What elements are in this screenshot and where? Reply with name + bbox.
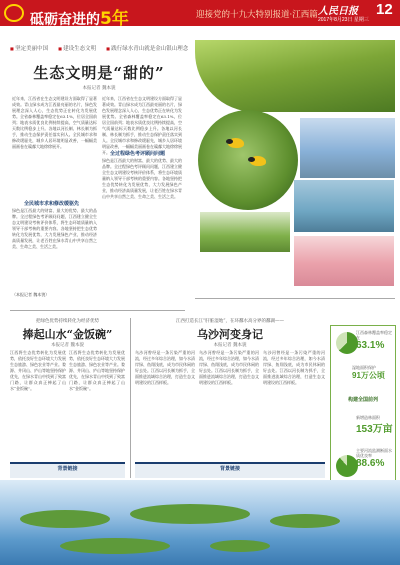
stat-value: 153万亩 (356, 424, 393, 435)
article1-subhead-1: 全民城市求和修改缓驱先 (24, 201, 80, 207)
article1-body-mid: 近年来，江西省在生态文明建设方面取得了显著成效。青山绿水成为江西最亮丽的名片，绿色发展理念深入人心，生态优势正在转化为发展优势。全省森林覆盖率稳定在63.1%，位居全国前列；地表水质优良比例持续提高，空气质量达标天数比例稳步上升。各地以河长制、林长制为抓手，推动生态保护责任落实到人。全民城市求和修改缓驱先，城乡人居环境明显改善，一幅幅美丽画卷在赣鄱大地徐徐展开。 (102, 96, 182, 155)
article1-body-left: 近年来，江西省在生态文明建设方面取得了显著成效。青山绿水成为江西最亮丽的名片，绿色发展理念深入人心，生态优势正在转化为发展优势。全省森林覆盖率稳定在63.1%，位居全国前列；地表水质优良比例持续提高，空气质量达标天数比例稳步上升。各地以河长制、林长制为抓手，推动生态保护责任落实到人。全民城市求和修改缓驱先，城乡人居环境明显改善，一幅幅美丽画卷在赣鄱大地徐徐展开。 (12, 96, 97, 149)
note-title: 背景链接 (57, 466, 78, 472)
stat-label: 湿地面积保护 (352, 365, 376, 370)
issue-date: 2017年8月23日 星期三 (318, 17, 369, 23)
tagline-item: ■ 践行绿水青山就是金山银山理念 (106, 44, 188, 52)
article3-headline: 乌沙河变身记 (197, 328, 263, 341)
stat-value: 63.1% (356, 340, 385, 351)
stat-label: 主要河流监测断面水质优良率 (356, 448, 392, 458)
article1-closing: （本报记者 魏本貌） (12, 292, 50, 297)
island-shape (210, 540, 270, 552)
main-headline: 生态文明是“甜的” (33, 64, 165, 82)
banner-title-prefix: 砥砺奋进的 (30, 12, 100, 28)
stat-afforestation (332, 415, 394, 435)
divider (195, 298, 395, 299)
tagline-item: ■ 坚定美丽中国 (10, 44, 48, 52)
island-shape (60, 538, 170, 554)
article2-byline: 本报记者 魏本貌 (51, 343, 84, 348)
lake-islands-panorama-photo (0, 480, 400, 565)
article3-body-1: 乌沙河曾经是一条污染严重的河流，经过多年综合治理，如今水清岸绿、鱼翔浅底，成为市民休闲的好去处。江西以河长制为抓手，全面推进流域综合治理，打造生态文明建设的江西样板。 (135, 350, 195, 385)
terrace-field-photo (195, 40, 395, 112)
article3-body-3: 乌沙河曾经是一条污染严重的河流，经过多年综合治理，如今水清岸绿、鱼翔浅底，成为市民休闲的好去处。江西以河长制为抓手，全面推进流域综合治理，打造生态文明建设的江西样板。 (263, 350, 325, 385)
main-byline: 本报记者 魏本貌 (82, 86, 116, 91)
stat-value: 91万公顷 (352, 371, 385, 380)
article2-headline: 捧起山水“金饭碗” (22, 328, 113, 341)
banner-title-number: 5年 (100, 9, 129, 29)
stat-label: 江西森林覆盖率稳定在 (356, 330, 392, 340)
wetland-deer-photo (294, 180, 394, 232)
stat-label: 新增造林面积 (356, 415, 380, 420)
page-number: 12 (376, 1, 393, 18)
flamingo-photo (294, 236, 394, 286)
article1-subhead-2: 全过程绿色考评顾问问题 (110, 151, 166, 157)
background-note-2 (135, 462, 325, 478)
note-title: 背景链接 (219, 466, 240, 472)
stat-wetland (332, 365, 394, 381)
tagline-row (10, 44, 188, 52)
stat-water (332, 448, 394, 469)
island-shape (270, 514, 340, 528)
article1-body-left-2: 绿色是江西最大的财富、最大的优势、最大的品牌。全过程绿色考评顾问问题，江西建立健全生态文明建设考核评价体系，将生态环境质量纳入领导干部考核的重要内容。各地坚持把生态优势转化为发展优势，大力发展绿色产业，推动经济高质量发展，让老百姓在绿水青山中共享自然之美、生命之美、生活之美。 (12, 208, 97, 249)
bird-icon (250, 156, 266, 166)
article2-body-2: 江西将生态优势转化为发展优势，依托良好生态环境大力发展生态旅游、绿色农业等产业。婺源、井冈山、庐山等地坚持保护优先，在绿水青山中找到了致富门路，让群众真正捧起了山水“金饭碗”。 (69, 350, 125, 391)
stat-value: 88.6% (356, 458, 385, 469)
page-banner (0, 0, 400, 29)
tagline-item: ■ 建设生态文明 (58, 44, 96, 52)
divider (10, 310, 185, 311)
island-shape (20, 510, 110, 528)
background-note-1 (10, 462, 125, 478)
article1-body-mid-2: 绿色是江西最大的财富、最大的优势、最大的品牌。全过程绿色考评顾问问题，江西建立健全生态文明建设考核评价体系，将生态环境质量纳入领导干部考核的重要内容。各地坚持把生态优势转化为发展优势，大力发展绿色产业，推动经济高质量发展，让老百姓在绿水青山中共享自然之美、生命之美、生活之美。 (102, 158, 182, 199)
stat-footer: 构建全国前列 (347, 397, 378, 403)
banner-subtitle: 迎接党的十九大特别报道·江西篇 (196, 10, 318, 20)
article2-body-1: 江西将生态优势转化为发展优势，依托良好生态环境大力发展生态旅游、绿色农业等产业。婺源、井冈山、庐山等地坚持保护优先，在绿水青山中找到了致富门路，让群众真正捧起了山水“金饭碗”。 (10, 350, 66, 391)
article3-kicker: 江西打造长江“肝脏湿地”，在环鄱水高分界的鄱湖—— (175, 319, 285, 324)
column-divider (130, 318, 131, 478)
newspaper-brand: 人民日报 (318, 6, 358, 17)
banner-logo-icon (4, 4, 24, 22)
banner-title (30, 4, 129, 29)
island-shape (130, 504, 250, 524)
article3-body-2: 乌沙河曾经是一条污染严重的河流，经过多年综合治理，如今水清岸绿、鱼翔浅底，成为市民休闲的好去处。江西以河长制为抓手，全面推进流域综合治理，打造生态文明建设的江西样板。 (199, 350, 259, 385)
bird-icon (228, 138, 244, 148)
bird-photo (198, 110, 298, 210)
stat-forest (332, 330, 394, 351)
lake-photo (300, 118, 395, 178)
article3-byline: 本报记者 魏本貌 (213, 343, 247, 348)
article2-kicker: 把绿色优势持续转化为经济优势 (36, 319, 99, 324)
grassland-photo (200, 212, 290, 252)
stat-footer-1 (332, 396, 394, 403)
